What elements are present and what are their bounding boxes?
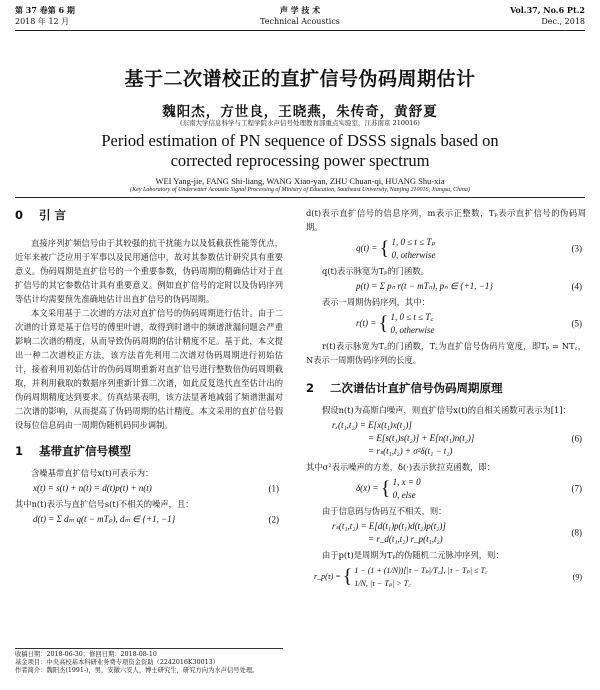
header-right bbox=[510, 5, 585, 27]
volume-en: Vol.37, No.6 Pt.2 bbox=[509, 5, 585, 15]
left-column bbox=[15, 204, 283, 528]
equation-5-body bbox=[306, 311, 586, 337]
brace-glyph: { bbox=[380, 477, 391, 500]
equation-3-number: (3) bbox=[571, 243, 582, 254]
equation-7-lhs: δ(x) = bbox=[356, 483, 381, 494]
equation-6-line-3: = rₛ(t₁,t₂) + σ²δ(t₁ − t₂) bbox=[368, 446, 453, 456]
title-en-line1: Period estimation of PN sequence of DSSS signals based on bbox=[101, 131, 499, 150]
equation-3-body bbox=[306, 236, 586, 262]
equation-9-number: (9) bbox=[572, 572, 582, 582]
title-divider bbox=[15, 197, 585, 198]
right-text-6: 其中σ²表示噪声的方差，δ(·)表示狄拉克函数，即： bbox=[306, 462, 496, 472]
right-text-2: q(t)表示脉宽为Tₚ的门函数。 bbox=[322, 266, 429, 276]
section-number: 1 bbox=[15, 444, 24, 458]
equation-2-body: d(t) = Σ dₘ q(t − mTₚ), dₘ ∈ {+1, −1} bbox=[33, 514, 176, 524]
equation-2 bbox=[15, 511, 283, 528]
equation-1-body: x(t) = s(t) + n(t) = d(t)p(t) + n(t) bbox=[33, 483, 152, 493]
footnote-fund: 基金项目：中央高校基本科研业务费专项资金资助（2242016K30013） bbox=[15, 659, 219, 666]
equation-8-line-1: rₛ(t₁,t₂) = E[d(t₁)p(t₁)d(t₂)p(t₂)] bbox=[332, 521, 446, 531]
equation-3-lhs: q(t) = bbox=[356, 243, 380, 254]
equation-5-case-2: 0, otherwise bbox=[390, 325, 435, 335]
intro-paragraph-2: 本文采用基于二次谱的方法对直扩信号的伪码周期进行估计。由于二次谱的计算是基于信号的傅里叶谱，故得到时谱中的频谱泄漏问题会严重影响二次谱的精度，从而导致伪码周期的估计精度不足。基于此，本文提出一种二次谱校正方法，该方法首先利用二次谱对伪码周期进行初始估计，接着利用初始估计的伪码周期重新对直扩信号进行整数倍伪码周期截取，并利用截取的数据序列重新计算二次谱，如此反复迭代直至估计出的伪码周期精度达到要求。仿真结果表明，该方法显著地减弱了频谱泄漏对二次谱的影响，从而提高了伪码周期的估计精度。本文采用的直扩信号假设每位信息码由一周期伪随机码同步调制。 bbox=[15, 308, 283, 430]
date-cn: 2018 年 12 月 bbox=[15, 17, 70, 26]
right-text-3: 表示一周期伪码序列，其中： bbox=[322, 297, 430, 307]
section-heading-intro bbox=[15, 208, 283, 222]
equation-9-case-2: 1/N, |τ − Tₚ| > T꜀ bbox=[354, 579, 412, 588]
affiliation-en: (Key Laboratory of Underwater Acoustic Signal Processing of Ministry of Education, Southeast University, Nanjing 210016, Jiangsu, China) bbox=[130, 187, 470, 193]
equation-5-lhs: r(t) = bbox=[356, 318, 379, 329]
section-number: 2 bbox=[306, 381, 315, 395]
equation-3 bbox=[306, 234, 586, 264]
authors-en: WEI Yang-jie, FANG Shi-liang, WANG Xiao-yan, ZHU Chuan-qi, HUANG Shu-xia bbox=[155, 176, 445, 186]
equation-9-body bbox=[306, 564, 586, 590]
equation-8-body bbox=[306, 520, 586, 546]
brace-glyph: { bbox=[379, 237, 390, 260]
journal-cn: 声 学 技 术 bbox=[279, 5, 321, 15]
equation-6-number: (6) bbox=[571, 433, 582, 443]
equation-8-line-2: = r_d(t₁,t₂) r_p(t₁,t₂) bbox=[368, 534, 443, 544]
equation-7-case-1: 1, x = 0 bbox=[392, 477, 421, 487]
equation-6-body bbox=[306, 419, 586, 458]
section-title: 引 言 bbox=[39, 208, 67, 222]
equation-9-lhs: r_p(τ) = bbox=[314, 571, 343, 581]
title-en-line2: corrected reprocessing power spectrum bbox=[170, 151, 430, 170]
affiliation-cn: (东南大学信息科学与工程学院水声信号处理教育部重点实验室，江苏南京 210016) bbox=[180, 119, 420, 127]
title-en bbox=[0, 131, 600, 171]
equation-6-line-1: rₓ(t₁,t₂) = E[x(t₁)x(t₂)] bbox=[332, 420, 412, 430]
equation-7-case-2: 0, else bbox=[392, 490, 416, 500]
footnote-received: 收稿日期：2018-06-30；修回日期：2018-08-10 bbox=[15, 651, 157, 658]
equation-9-cases bbox=[354, 564, 487, 590]
equation-7-cases bbox=[393, 476, 421, 502]
equation-7-body bbox=[306, 476, 586, 502]
volume-cn: 第 37 卷第 6 期 bbox=[15, 5, 75, 15]
right-text-7: 由于信息码与伪码互不相关，则： bbox=[322, 506, 447, 516]
equation-3-case-1: 1, 0 ≤ t ≤ Tₚ bbox=[391, 237, 436, 247]
equation-4-body: p(t) = Σ pₙ r(t − mTₙ), pₙ ∈ {+1, −1} bbox=[356, 281, 493, 291]
equation-8-number: (8) bbox=[571, 527, 582, 538]
equation-8 bbox=[306, 518, 586, 548]
right-text-4: r(t)表示脉宽为T꜀的门函数，T꜀为直扩信号伪码片宽度，即Tₚ = NT꜀，N表示一周期伪码序列的长度。 bbox=[306, 341, 586, 365]
authors-cn: 魏阳杰，方世良，王晓燕，朱传奇，黄舒夏 bbox=[162, 104, 438, 120]
journal-en: Technical Acoustics bbox=[260, 17, 340, 26]
equation-6 bbox=[306, 417, 586, 460]
right-text-8: 由于p(t)是周期为Tₚ的伪随机二元脉冲序列，则： bbox=[322, 550, 504, 560]
right-text-5: 假设n(t)为高斯白噪声，则直扩信号x(t)的自相关函数可表示为[1]： bbox=[322, 405, 571, 415]
equation-9-case-1: 1 − (1 + (1/N))[|τ − Tₚ|/T꜀], |τ − Tₚ| ≤ T꜀ bbox=[354, 566, 488, 575]
title-cn: 基于二次谱校正的直扩信号伪码周期估计 bbox=[124, 68, 476, 90]
equation-3-cases bbox=[391, 236, 435, 262]
section-number: 0 bbox=[15, 208, 24, 222]
equation-7-number: (7) bbox=[571, 483, 582, 494]
model-text-2: 其中n(t)表示与直扩信号s(t)不相关的噪声，且： bbox=[15, 499, 194, 509]
equation-3-case-2: 0, otherwise bbox=[391, 250, 436, 260]
intro-paragraph-1: 直接序列扩频信号由于其较强的抗干扰能力以及低截获性能等优点，近年来被广泛应用于军事以及民用通信中，故对其参数估计研究具有重要意义。伪码周期是直扩信号的一个重要参数，伪码周期的精确估计对于直扩信号的其它参数估计具有重要意义。例如直扩信号的定时以及伪码序列等估计均需要预先准确地估计出直扩信号的伪码周期。 bbox=[15, 238, 283, 304]
brace-glyph: { bbox=[342, 565, 353, 588]
model-text-1: 含噪基带直扩信号x(t)可表示为： bbox=[31, 468, 154, 478]
equation-4-number: (4) bbox=[571, 281, 582, 291]
equation-1 bbox=[15, 480, 283, 497]
section-heading-principle bbox=[306, 381, 586, 395]
right-column bbox=[306, 206, 586, 592]
equation-5-cases bbox=[390, 311, 434, 337]
equation-2-number: (2) bbox=[268, 514, 279, 524]
equation-7 bbox=[306, 474, 586, 504]
equation-5 bbox=[306, 309, 586, 339]
page-header bbox=[15, 4, 585, 31]
equation-4 bbox=[306, 278, 586, 295]
equation-9 bbox=[306, 562, 586, 592]
equation-6-line-2: = E[s(t₁)s(t₂)] + E[n(t₁)n(t₂)] bbox=[368, 433, 475, 443]
section-title: 基带直扩信号模型 bbox=[39, 444, 131, 458]
equation-5-number: (5) bbox=[571, 318, 582, 329]
header-center bbox=[15, 5, 585, 27]
section-title: 二次谱估计直扩信号伪码周期原理 bbox=[330, 381, 503, 395]
footnote-author: 作者简介：魏阳杰(1991-)，男，安徽六安人，博士研究生，研究方向为水声信号处理。 bbox=[15, 667, 259, 674]
equation-1-number: (1) bbox=[268, 483, 279, 493]
brace-glyph: { bbox=[378, 312, 389, 335]
section-heading-model bbox=[15, 444, 283, 458]
footnote bbox=[15, 648, 283, 675]
equation-5-case-1: 1, 0 ≤ t ≤ T꜀ bbox=[390, 312, 434, 322]
date-en: Dec., 2018 bbox=[541, 17, 585, 26]
right-text-1: d(t)表示直扩信号的信息序列，m表示正整数，Tₚ表示直扩信号的伪码周期。 bbox=[306, 208, 586, 232]
